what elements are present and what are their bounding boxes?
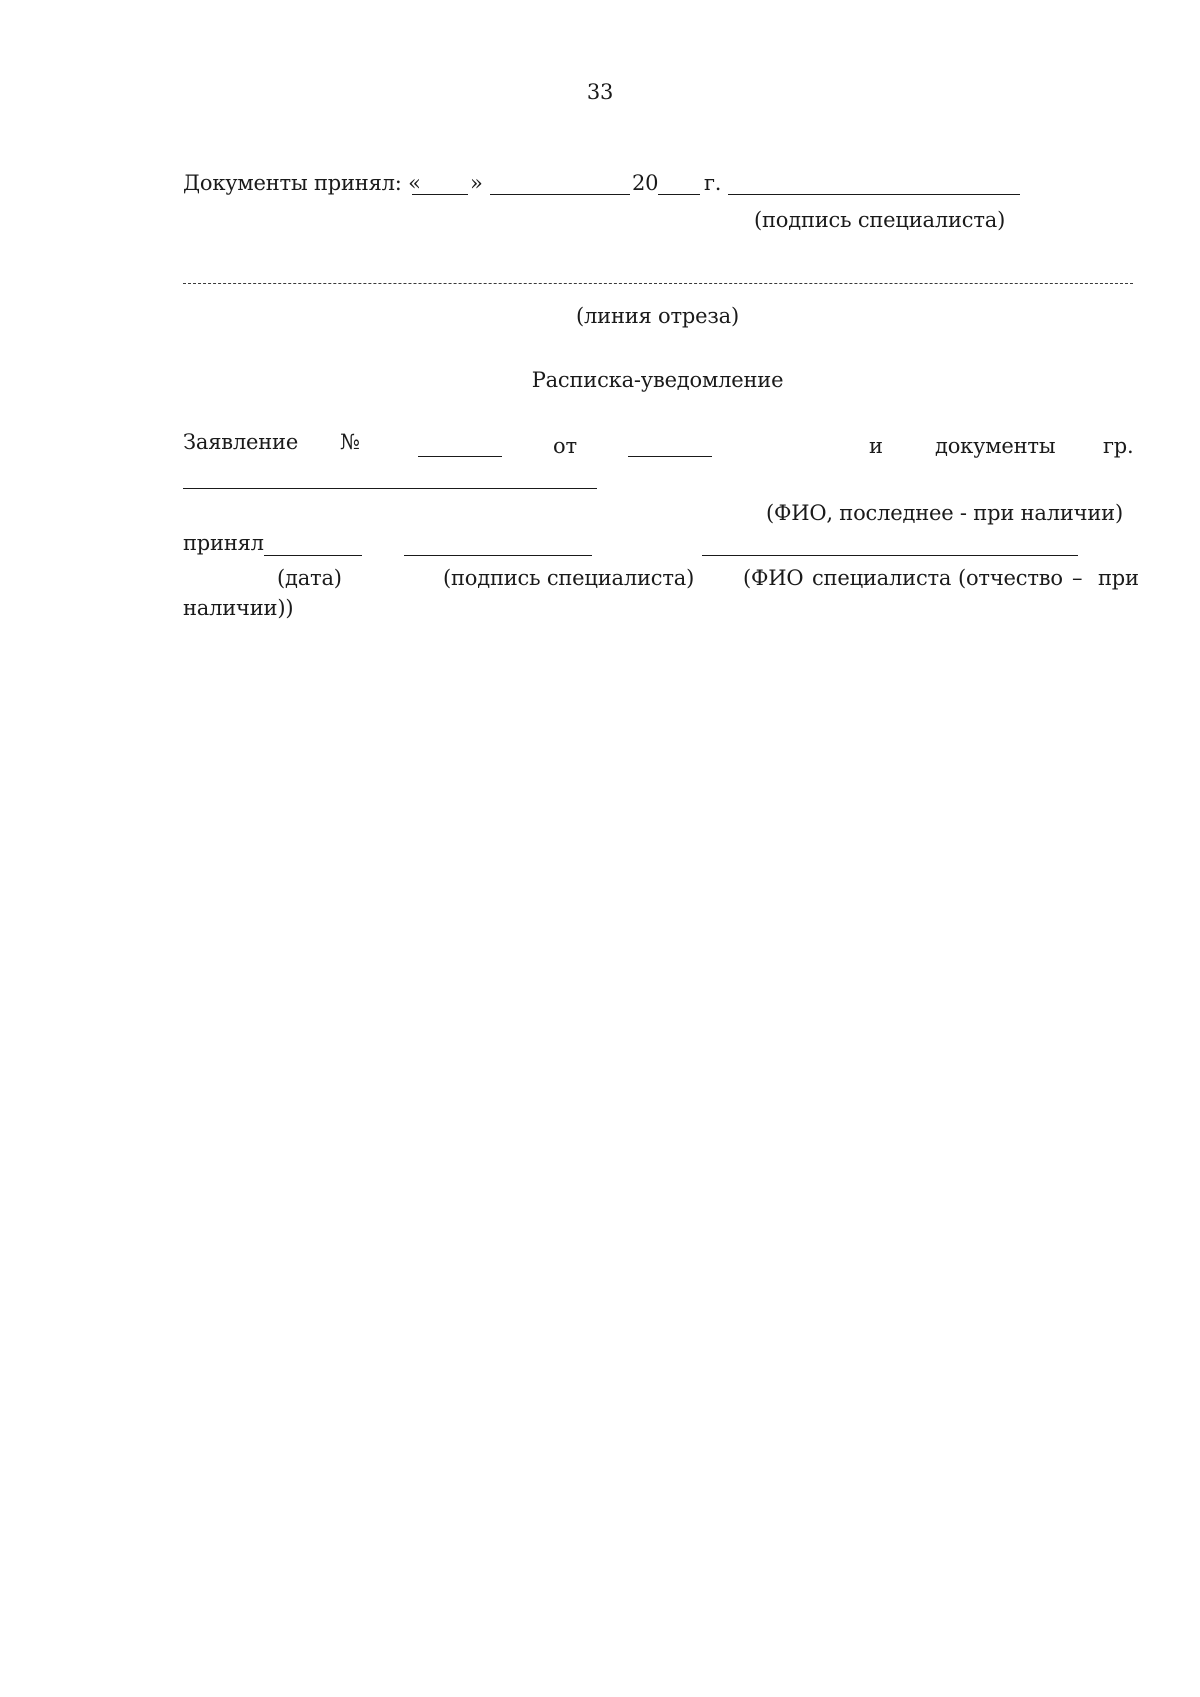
- accepted-date-blank: [264, 555, 362, 556]
- signature-caption: (подпись специалиста): [443, 566, 695, 590]
- specialist-signature-caption: (подпись специалиста): [754, 208, 1006, 232]
- day-blank: [412, 194, 468, 195]
- year-suffix: г.: [704, 171, 722, 195]
- statement-date-blank: [628, 456, 712, 457]
- month-blank: [490, 194, 630, 195]
- quote-close: »: [470, 171, 483, 195]
- cut-line: [183, 283, 1133, 284]
- specialist-fio-caption-w5: при: [1098, 566, 1139, 590]
- year-blank: [658, 194, 700, 195]
- accepted-specialist-fio-blank: [702, 555, 1078, 556]
- number-sign: №: [340, 430, 360, 454]
- accepted-by-label: Документы принял: «: [183, 171, 421, 195]
- page-number: 33: [586, 80, 614, 104]
- applicant-fio-caption: (ФИО, последнее - при наличии): [766, 501, 1123, 525]
- specialist-fio-caption-end: наличии)): [183, 596, 294, 620]
- specialist-fio-caption-w3: (отчество: [958, 566, 1063, 590]
- specialist-signature-blank: [728, 194, 1020, 195]
- statement-number-blank: [418, 456, 502, 457]
- and-label: и: [869, 434, 883, 458]
- cut-line-caption: (линия отреза): [576, 304, 739, 328]
- receipt-title: Расписка-уведомление: [531, 368, 784, 392]
- applicant-fio-blank: [183, 488, 597, 489]
- specialist-fio-caption-w1: (ФИО: [743, 566, 804, 590]
- date-caption: (дата): [277, 566, 342, 590]
- statement-label: Заявление: [183, 430, 299, 454]
- from-label: от: [553, 434, 577, 458]
- specialist-fio-caption-w4: –: [1072, 566, 1083, 590]
- accepted-label: принял: [183, 531, 264, 555]
- documents-label: документы: [935, 434, 1056, 458]
- year-prefix: 20: [632, 171, 659, 195]
- specialist-fio-caption-w2: специалиста: [812, 566, 952, 590]
- accepted-signature-blank: [404, 555, 592, 556]
- citizen-label: гр.: [1103, 434, 1134, 458]
